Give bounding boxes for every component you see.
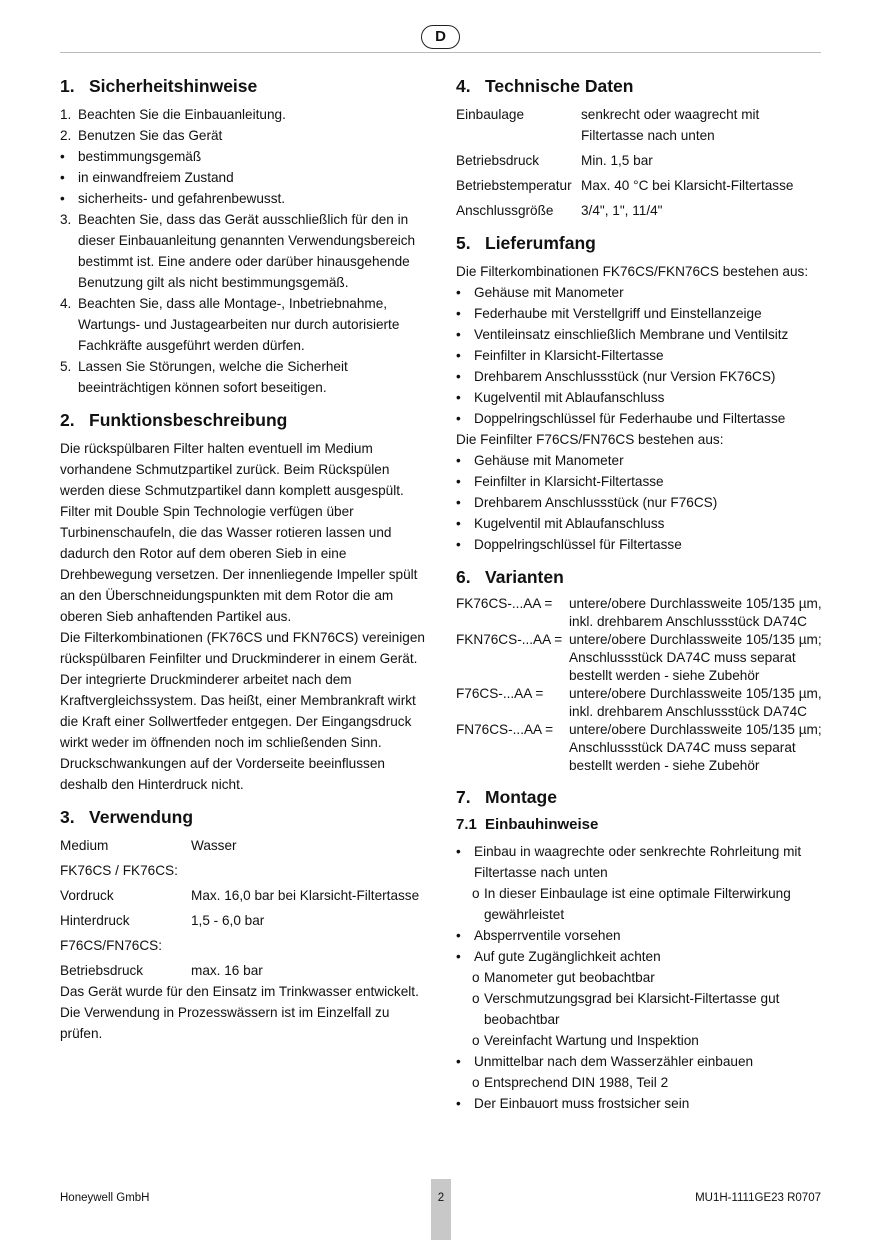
section-title: Sicherheitshinweise	[89, 76, 258, 96]
list-item: • Federhaube mit Verstellgriff und Einstellanzeige	[456, 303, 836, 324]
table-row	[60, 935, 430, 956]
section-number: 4.	[456, 76, 471, 96]
table-row	[60, 860, 430, 881]
variant-code: FKN76CS-...AA =	[456, 632, 563, 647]
list-item: • Feinfilter in Klarsicht-Filtertasse	[456, 471, 836, 492]
list-text: Feinfilter in Klarsicht-Filtertasse	[474, 348, 664, 363]
list-marker: o	[472, 886, 480, 901]
section-usage	[60, 805, 430, 1044]
variant-line: bestellt werden - siehe Zubehör	[569, 758, 760, 773]
list-marker: o	[472, 970, 480, 985]
list-item: • Drehbarem Anschlussstück (nur F76CS)	[456, 492, 836, 513]
list-text: Ventileinsatz einschließlich Membrane und Ventilsitz	[474, 327, 789, 342]
list-text: Feinfilter in Klarsicht-Filtertasse	[474, 474, 664, 489]
variant-code: F76CS-...AA =	[456, 686, 544, 701]
list-marker: •	[456, 1054, 461, 1069]
list-text: Lassen Sie Störungen, welche die Sicherheit beeinträchtigen können sofort beseitigen.	[78, 359, 348, 395]
footer-company: Honeywell GmbH	[60, 1192, 150, 1204]
table-row	[456, 175, 836, 196]
list-marker: 3.	[60, 212, 72, 227]
subsection-title: Einbauhinweise	[485, 816, 599, 833]
list-item	[456, 1030, 836, 1051]
list-item: • Doppelringschlüssel für Federhaube und Filtertasse	[456, 408, 836, 429]
list-marker: •	[456, 949, 461, 964]
list-item	[456, 925, 836, 946]
list-item	[60, 356, 430, 398]
section-number: 2.	[60, 410, 75, 430]
table-row	[60, 960, 430, 981]
paragraph: Filter mit Double Spin Technologie verfügen über Turbinenschaufeln, die das Wasser rotieren lassen und dadurch den Rotor auf dem oberen Sieb in eine Drehbewegung versetzen. Der innenliegende Impeller spült an den Überschneidungspunkten mit dem Rotor die am oberen Sieb anhaftenden Partikel aus.	[60, 504, 418, 624]
list-item: • Gehäuse mit Manometer	[456, 450, 836, 471]
delivery-list-2	[456, 450, 836, 555]
list-text: Gehäuse mit Manometer	[474, 285, 624, 300]
list-marker: •	[456, 844, 461, 859]
right-column	[456, 74, 836, 1124]
row-key: F76CS/FN76CS:	[60, 938, 162, 953]
section-number: 1.	[60, 76, 75, 96]
table-row	[60, 835, 430, 856]
list-item	[60, 104, 430, 125]
list-text: Beachten Sie die Einbauanleitung.	[78, 107, 286, 122]
list-item: • Gehäuse mit Manometer	[456, 282, 836, 303]
section-safety	[60, 74, 430, 398]
header-divider	[60, 52, 821, 53]
table-row	[456, 150, 836, 171]
variant-line: untere/obere Durchlassweite 105/135 µm;	[569, 722, 822, 737]
table-row	[60, 910, 430, 931]
section-heading	[60, 805, 430, 829]
row-value: Max. 40 °C bei Klarsicht-Filtertasse	[581, 178, 794, 193]
variant-line: untere/obere Durchlassweite 105/135 µm,	[569, 686, 822, 701]
section-title: Varianten	[485, 567, 564, 587]
list-text: Drehbarem Anschlussstück (nur F76CS)	[474, 495, 718, 510]
list-item: • Doppelringschlüssel für Filtertasse	[456, 534, 836, 555]
row-key: Betriebstemperatur	[456, 178, 572, 193]
row-key: Einbaulage	[456, 107, 525, 122]
list-item	[60, 125, 430, 146]
left-column	[60, 74, 430, 1054]
list-text: Doppelringschlüssel für Federhaube und Filtertasse	[474, 411, 786, 426]
subsection-heading	[456, 815, 836, 835]
paragraph: Die Feinfilter F76CS/FN76CS bestehen aus:	[456, 432, 724, 447]
variant-line: inkl. drehbarem Anschlussstück DA74C	[569, 614, 807, 629]
section-number: 5.	[456, 233, 471, 253]
section-title: Technische Daten	[485, 76, 634, 96]
list-marker: •	[456, 1096, 461, 1111]
list-text: Beachten Sie, dass das Gerät ausschließlich für den in dieser Einbauanleitung genannten Verwendungsbereich bestimmt ist. Eine andere oder darüber hinausgehende Benutzung gilt als nicht bestimmungsgemäß.	[78, 212, 416, 290]
row-value: Max. 16,0 bar bei Klarsicht-Filtertasse	[191, 888, 420, 903]
list-text: Kugelventil mit Ablaufanschluss	[474, 516, 665, 531]
list-text: Kugelventil mit Ablaufanschluss	[474, 390, 665, 405]
section-mounting	[456, 785, 836, 1114]
variant-line: inkl. drehbarem Anschlussstück DA74C	[569, 704, 807, 719]
list-text: Auf gute Zugänglichkeit achten	[474, 949, 661, 964]
section-function	[60, 408, 430, 795]
section-heading	[60, 74, 430, 98]
section-title: Lieferumfang	[485, 233, 596, 253]
list-marker: •	[456, 928, 461, 943]
list-item	[60, 188, 430, 209]
row-value: 1,5 - 6,0 bar	[191, 913, 265, 928]
list-text: Einbau in waagrechte oder senkrechte Rohrleitung mit Filtertasse nach unten	[474, 844, 802, 880]
row-key: FK76CS / FK76CS:	[60, 863, 178, 878]
page-number: 2	[431, 1179, 451, 1240]
section-heading	[60, 408, 430, 432]
list-item	[456, 883, 836, 925]
section-title: Funktionsbeschreibung	[89, 410, 288, 430]
row-key: Anschlussgröße	[456, 203, 554, 218]
list-text: In dieser Einbaulage ist eine optimale Filterwirkung gewährleistet	[484, 886, 791, 922]
list-text: Drehbarem Anschlussstück (nur Version FK76CS)	[474, 369, 776, 384]
section-delivery	[456, 231, 836, 555]
list-marker: 2.	[60, 128, 72, 143]
list-item: • Kugelventil mit Ablaufanschluss	[456, 513, 836, 534]
list-text: in einwandfreiem Zustand	[78, 170, 234, 185]
list-item	[60, 167, 430, 188]
paragraph: Die rückspülbaren Filter halten eventuell im Medium vorhandene Schmutzpartikel zurück. Beim Rückspülen werden diese Schmutzpartikel dann komplett ausgespült.	[60, 441, 404, 498]
list-item: • Feinfilter in Klarsicht-Filtertasse	[456, 345, 836, 366]
variant-row	[456, 631, 836, 685]
list-text: Verschmutzungsgrad bei Klarsicht-Filtertasse gut beobachtbar	[484, 991, 780, 1027]
list-item: • Drehbarem Anschlussstück (nur Version FK76CS)	[456, 366, 836, 387]
list-text: Gehäuse mit Manometer	[474, 453, 624, 468]
list-text: Vereinfacht Wartung und Inspektion	[484, 1033, 699, 1048]
list-item	[60, 293, 430, 356]
variant-row	[456, 721, 836, 775]
variant-line: untere/obere Durchlassweite 105/135 µm;	[569, 632, 822, 647]
list-item: • Kugelventil mit Ablaufanschluss	[456, 387, 836, 408]
variant-row	[456, 595, 836, 631]
variant-line: Anschlussstück DA74C muss separat	[569, 650, 796, 665]
row-value: senkrecht oder waagrecht mit Filtertasse nach unten	[581, 107, 760, 143]
paragraph: Das Gerät wurde für den Einsatz im Trinkwasser entwickelt. Die Verwendung in Prozesswässern ist im Einzelfall zu prüfen.	[60, 984, 419, 1041]
language-badge: D	[421, 25, 460, 49]
row-key: Betriebsdruck	[60, 963, 144, 978]
safety-list	[60, 104, 430, 398]
row-key: Vordruck	[60, 888, 114, 903]
row-value: max. 16 bar	[191, 963, 263, 978]
row-value: Wasser	[191, 838, 237, 853]
list-marker: •	[60, 191, 65, 206]
section-number: 6.	[456, 567, 471, 587]
paragraph: Die Filterkombinationen (FK76CS und FKN76CS) vereinigen rückspülbaren Feinfilter und Druckminderer in einem Gerät. Der integrierte Druckminderer arbeitet nach dem Kraftvergleichssystem. Das heißt, einer Membrankraft wirkt die Kraft einer Sollwertfeder entgegen. Der Eingangsdruck wirkt weder im öffnenden noch im schließenden Sinn. Druckschwankungen auf der Vorderseite beeinflussen deshalb den Hinterdruck nicht.	[60, 630, 425, 792]
list-marker: 4.	[60, 296, 72, 311]
list-item	[60, 146, 430, 167]
list-item	[456, 1051, 836, 1072]
list-item	[456, 1093, 836, 1114]
list-marker: •	[60, 170, 65, 185]
section-heading	[456, 565, 836, 589]
list-marker: •	[60, 149, 65, 164]
usage-table	[60, 835, 430, 981]
list-text: Doppelringschlüssel für Filtertasse	[474, 537, 682, 552]
section-title: Verwendung	[89, 807, 194, 827]
row-value: 3/4", 1", 11/4"	[581, 203, 663, 218]
list-item: • Ventileinsatz einschließlich Membrane und Ventilsitz	[456, 324, 836, 345]
list-item	[456, 1072, 836, 1093]
variant-line: untere/obere Durchlassweite 105/135 µm,	[569, 596, 822, 611]
list-marker: 1.	[60, 107, 72, 122]
mounting-list	[456, 841, 836, 1114]
list-item	[456, 988, 836, 1030]
table-row	[456, 104, 836, 146]
list-item	[456, 967, 836, 988]
footer-doc-id: MU1H-1111GE23 R0707	[695, 1192, 821, 1204]
section-title: Montage	[485, 787, 557, 807]
section-variants	[456, 565, 836, 775]
list-item	[456, 841, 836, 883]
variant-line: Anschlussstück DA74C muss separat	[569, 740, 796, 755]
list-text: Entsprechend DIN 1988, Teil 2	[484, 1075, 669, 1090]
section-heading	[456, 231, 836, 255]
section-number: 3.	[60, 807, 75, 827]
variant-line: bestellt werden - siehe Zubehör	[569, 668, 760, 683]
row-key: Hinterdruck	[60, 913, 130, 928]
section-number: 7.	[456, 787, 471, 807]
list-marker: 5.	[60, 359, 72, 374]
row-value: Min. 1,5 bar	[581, 153, 653, 168]
table-row	[60, 885, 430, 906]
section-heading	[456, 785, 836, 809]
list-item	[456, 946, 836, 967]
list-marker: o	[472, 1075, 480, 1090]
list-text: bestimmungsgemäß	[78, 149, 202, 164]
list-text: sicherheits- und gefahrenbewusst.	[78, 191, 286, 206]
list-text: Beachten Sie, dass alle Montage-, Inbetriebnahme, Wartungs- und Justagearbeiten nur durch autorisierte Fachkräfte ausgeführt werden dürfen.	[78, 296, 400, 353]
variant-code: FN76CS-...AA =	[456, 722, 554, 737]
variant-row	[456, 685, 836, 721]
row-key: Medium	[60, 838, 109, 853]
table-row	[456, 200, 836, 221]
list-text: Federhaube mit Verstellgriff und Einstellanzeige	[474, 306, 762, 321]
section-heading	[456, 74, 836, 98]
list-text: Manometer gut beobachtbar	[484, 970, 655, 985]
delivery-list	[456, 282, 836, 429]
list-text: Absperrventile vorsehen	[474, 928, 621, 943]
list-text: Der Einbauort muss frostsicher sein	[474, 1096, 690, 1111]
variant-code: FK76CS-...AA =	[456, 596, 553, 611]
subsection-number: 7.1	[456, 816, 477, 833]
list-text: Unmittelbar nach dem Wasserzähler einbauen	[474, 1054, 754, 1069]
list-marker: o	[472, 991, 480, 1006]
section-technical-data	[456, 74, 836, 221]
row-key: Betriebsdruck	[456, 153, 540, 168]
list-text: Benutzen Sie das Gerät	[78, 128, 223, 143]
list-marker: o	[472, 1033, 480, 1048]
list-item	[60, 209, 430, 293]
paragraph: Die Filterkombinationen FK76CS/FKN76CS bestehen aus:	[456, 264, 809, 279]
